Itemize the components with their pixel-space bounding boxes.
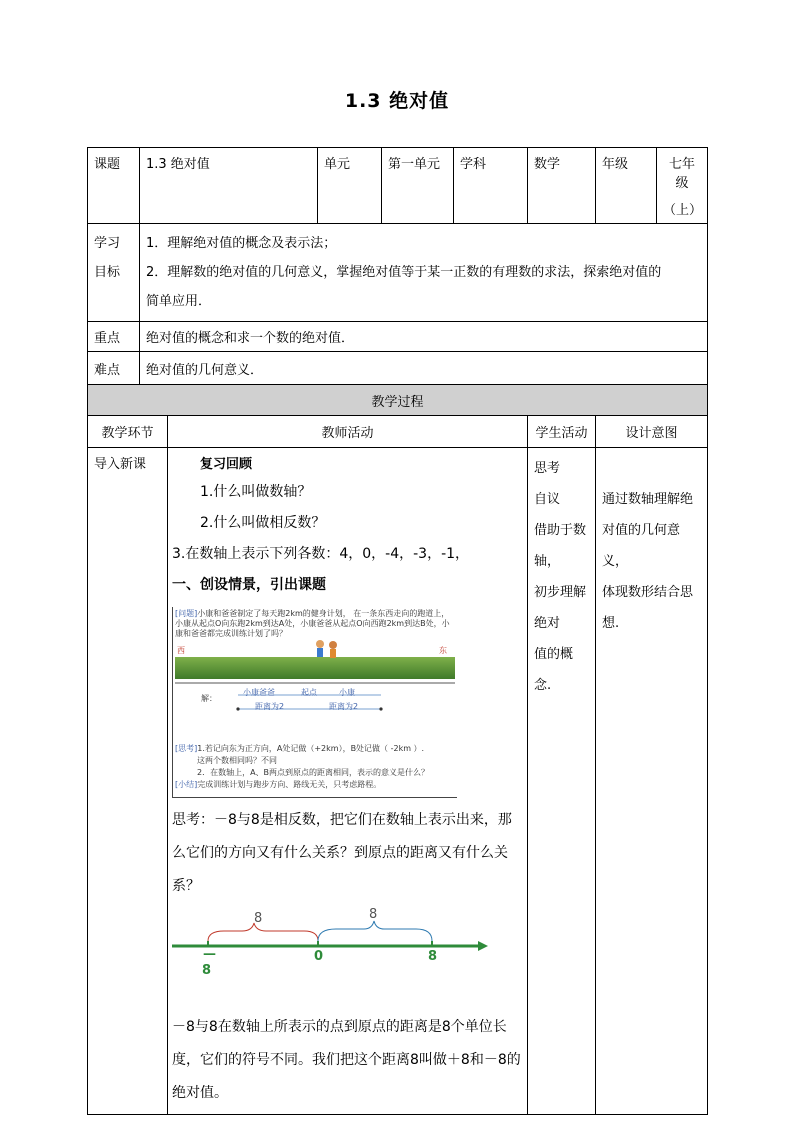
- col-stage: 教学环节: [88, 416, 168, 448]
- goals-row: [88, 224, 708, 322]
- student-line-1: 思考: [534, 461, 561, 476]
- design-line-2: 对值的几何意义，: [602, 523, 681, 569]
- grade-line1: 七年级: [669, 157, 696, 191]
- definition-paragraph: －8与8在数轴上所表示的点到原点的距离是8个单位长度，它们的符号不同。我们把这个距离8叫做＋8和－8的绝对值。: [172, 1019, 521, 1101]
- think-paragraph: 思考：－8与8是相反数，把它们在数轴上表示出来，那么它们的方向又有什么关系？到原点的距离又有什么关系？: [172, 812, 512, 894]
- intro-stage: 导入新课: [88, 448, 168, 1115]
- review-q3: 3.在数轴上表示下列各数：4，0，-4，-3，-1，: [172, 546, 470, 562]
- goals-text: [140, 224, 708, 322]
- grade-label: 年级: [596, 148, 657, 224]
- west-label: 西: [177, 646, 185, 655]
- problem-illustration: [172, 607, 457, 798]
- distance-right-label: 距离为2: [329, 702, 359, 711]
- review-q1: 1.什么叫做数轴？: [200, 484, 312, 500]
- neg-sign: —: [203, 947, 216, 962]
- process-heading-row: [88, 385, 708, 416]
- number-line-svg: [172, 915, 488, 955]
- goal-line-3: 简单应用．: [146, 294, 212, 309]
- distance-left-label: 距离为2: [255, 702, 285, 711]
- goals-label: [88, 224, 140, 322]
- dad-label: 小康爸爸: [243, 688, 275, 697]
- kang-label: 小康: [339, 688, 355, 697]
- design-intent: [596, 448, 708, 1115]
- section-heading: 一、创设情景，引出课题: [172, 577, 326, 593]
- goals-label-1: 学习: [94, 236, 121, 251]
- difficulty-label: 难点: [88, 352, 140, 385]
- think-box: [175, 743, 455, 791]
- difficulty-row: [88, 352, 708, 385]
- process-heading: 教学过程: [88, 385, 708, 416]
- east-label: 东: [439, 646, 447, 655]
- problem-question: [问题]小康和爸爸制定了每天跑2km的健身计划， 在一条东西走向的跑道上，小康从起点O向东跑2km到达A处，小康爸爸从起点O向西跑2km到达B处，小康和爸爸都完成训练计划了吗？: [175, 609, 450, 638]
- subject-label: 学科: [454, 148, 528, 224]
- design-line-1: 通过数轴理解绝: [602, 492, 694, 507]
- topic-label: 课题: [88, 148, 140, 224]
- pos-eight: 8: [428, 949, 438, 964]
- student-line-3: 借助于数轴，: [534, 523, 587, 569]
- number-line-figure: [172, 907, 488, 978]
- teacher-activity: [168, 448, 528, 1115]
- process-columns-row: [88, 416, 708, 448]
- topic-value: 1.3 绝对值: [140, 148, 318, 224]
- review-title: 复习回顾: [200, 457, 253, 472]
- lesson-plan-table: [87, 147, 708, 1115]
- col-teacher: 教师活动: [168, 416, 528, 448]
- keypoint-row: [88, 322, 708, 352]
- review-q2: 2.什么叫做相反数？: [200, 515, 326, 531]
- design-line-3: 体现数形结合思: [602, 585, 694, 600]
- keypoint-label: 重点: [88, 322, 140, 352]
- keypoint-text: 绝对值的概念和求一个数的绝对值．: [140, 322, 708, 352]
- header-row: [88, 148, 708, 224]
- goal-line-2: 2．理解数的绝对值的几何意义，掌握绝对值等于某一正数的有理数的求法，探索绝对值的: [146, 265, 662, 280]
- student-line-5: 值的概念.: [534, 647, 574, 693]
- unit-value: 第一单元: [382, 148, 454, 224]
- unit-label: 单元: [318, 148, 382, 224]
- difficulty-text: 绝对值的几何意义．: [140, 352, 708, 385]
- page-title: 1.3 绝对值: [344, 90, 450, 112]
- grade-line2: （上）: [663, 203, 703, 218]
- col-student: 学生活动: [528, 416, 596, 448]
- neg-eight: 8: [202, 963, 212, 978]
- student-line-2: 自议: [534, 492, 561, 507]
- goal-line-1: 1．理解绝对值的概念及表示法；: [146, 236, 337, 251]
- intro-row: [88, 448, 708, 1115]
- student-line-4: 初步理解绝对: [534, 585, 587, 631]
- think-line-1: [思考]1.若记向东为正方向，A处记做（+2km），B处记做（ -2km ）.: [175, 744, 425, 753]
- think-line-1b: 这两个数相同吗？不同: [197, 756, 277, 765]
- design-line-4: 想.: [602, 616, 620, 631]
- grade-value: [657, 148, 708, 224]
- summary-line: [小结]完成训练计划与跑步方向、路线无关，只考虑路程。: [175, 780, 382, 789]
- student-activity: [528, 448, 596, 1115]
- subject-value: 数学: [528, 148, 596, 224]
- runner-icon: [311, 639, 341, 665]
- think-line-2: 2．在数轴上，A、B两点到原点的距离相同，表示的意义是什么？: [197, 768, 430, 777]
- origin-zero: 0: [314, 949, 324, 964]
- brace-right-label: 8: [369, 907, 378, 922]
- solve-label: 解：: [201, 694, 217, 703]
- start-label: 起点: [301, 688, 317, 697]
- goals-label-2: 目标: [94, 265, 121, 280]
- col-design: 设计意图: [596, 416, 708, 448]
- brace-left-label: 8: [254, 911, 263, 926]
